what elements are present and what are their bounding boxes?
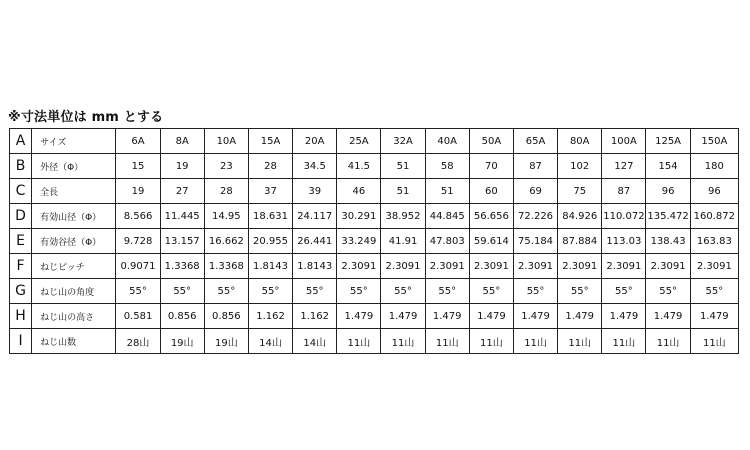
- row-letter: B: [10, 154, 32, 179]
- table-cell: 39: [293, 179, 337, 204]
- table-cell: 1.479: [469, 304, 513, 329]
- table-cell: 28山: [116, 329, 160, 354]
- row-label: ねじ山の角度: [32, 279, 116, 304]
- table-cell: 1.162: [248, 304, 292, 329]
- table-cell: 2.3091: [337, 254, 381, 279]
- table-cell: 1.479: [646, 304, 690, 329]
- table-cell: 113.03: [602, 229, 646, 254]
- table-cell: 55°: [513, 279, 557, 304]
- row-label: 全長: [32, 179, 116, 204]
- table-cell: 33.249: [337, 229, 381, 254]
- table-cell: 11山: [558, 329, 602, 354]
- table-cell: 1.479: [425, 304, 469, 329]
- table-cell: 60: [469, 179, 513, 204]
- row-letter: H: [10, 304, 32, 329]
- table-cell: 96: [646, 179, 690, 204]
- table-row: [10, 279, 739, 304]
- table-cell: 16.662: [204, 229, 248, 254]
- table-cell: 25A: [337, 129, 381, 154]
- table-cell: 56.656: [469, 204, 513, 229]
- table-cell: 40A: [425, 129, 469, 154]
- table-cell: 1.8143: [248, 254, 292, 279]
- table-cell: 1.479: [381, 304, 425, 329]
- table-row: [10, 229, 739, 254]
- table-cell: 19山: [160, 329, 204, 354]
- row-letter: C: [10, 179, 32, 204]
- row-letter: D: [10, 204, 32, 229]
- table-cell: 19: [116, 179, 160, 204]
- table-cell: 11山: [602, 329, 646, 354]
- table-cell: 30.291: [337, 204, 381, 229]
- table-cell: 55°: [337, 279, 381, 304]
- table-row: [10, 204, 739, 229]
- table-cell: 55°: [293, 279, 337, 304]
- table-cell: 2.3091: [381, 254, 425, 279]
- table-cell: 163.83: [690, 229, 738, 254]
- table-cell: 44.845: [425, 204, 469, 229]
- table-cell: 0.856: [160, 304, 204, 329]
- table-cell: 150A: [690, 129, 738, 154]
- table-cell: 8A: [160, 129, 204, 154]
- row-label: 外径（Φ）: [32, 154, 116, 179]
- table-cell: 55°: [381, 279, 425, 304]
- table-cell: 18.631: [248, 204, 292, 229]
- table-cell: 87: [602, 179, 646, 204]
- table-cell: 51: [425, 179, 469, 204]
- table-cell: 69: [513, 179, 557, 204]
- table-cell: 15: [116, 154, 160, 179]
- table-cell: 27: [160, 179, 204, 204]
- table-cell: 138.43: [646, 229, 690, 254]
- table-cell: 1.479: [558, 304, 602, 329]
- table-cell: 110.072: [602, 204, 646, 229]
- table-cell: 41.5: [337, 154, 381, 179]
- table-row: [10, 329, 739, 354]
- table-cell: 135.472: [646, 204, 690, 229]
- table-cell: 8.566: [116, 204, 160, 229]
- table-cell: 51: [381, 154, 425, 179]
- table-cell: 2.3091: [646, 254, 690, 279]
- table-row: [10, 154, 739, 179]
- table-cell: 75: [558, 179, 602, 204]
- table-cell: 55°: [690, 279, 738, 304]
- table-cell: 0.9071: [116, 254, 160, 279]
- table-cell: 28: [204, 179, 248, 204]
- table-cell: 11山: [690, 329, 738, 354]
- table-cell: 160.872: [690, 204, 738, 229]
- table-cell: 11山: [381, 329, 425, 354]
- table-cell: 127: [602, 154, 646, 179]
- table-cell: 0.581: [116, 304, 160, 329]
- table-cell: 1.479: [602, 304, 646, 329]
- table-cell: 1.8143: [293, 254, 337, 279]
- row-label: サイズ: [32, 129, 116, 154]
- table-cell: 32A: [381, 129, 425, 154]
- table-cell: 50A: [469, 129, 513, 154]
- table-cell: 70: [469, 154, 513, 179]
- table-cell: 1.3368: [204, 254, 248, 279]
- row-label: ねじ山数: [32, 329, 116, 354]
- table-row: [10, 304, 739, 329]
- table-cell: 59.614: [469, 229, 513, 254]
- spec-table: [9, 128, 739, 354]
- table-cell: 87.884: [558, 229, 602, 254]
- table-cell: 10A: [204, 129, 248, 154]
- row-label: ねじ山の高さ: [32, 304, 116, 329]
- table-cell: 14.95: [204, 204, 248, 229]
- table-cell: 34.5: [293, 154, 337, 179]
- table-cell: 13.157: [160, 229, 204, 254]
- table-cell: 2.3091: [513, 254, 557, 279]
- table-row: [10, 179, 739, 204]
- table-cell: 84.926: [558, 204, 602, 229]
- table-cell: 55°: [116, 279, 160, 304]
- table-cell: 41.91: [381, 229, 425, 254]
- table-cell: 6A: [116, 129, 160, 154]
- table-cell: 2.3091: [469, 254, 513, 279]
- table-cell: 55°: [160, 279, 204, 304]
- table-cell: 19山: [204, 329, 248, 354]
- table-cell: 154: [646, 154, 690, 179]
- row-letter: F: [10, 254, 32, 279]
- table-cell: 2.3091: [558, 254, 602, 279]
- table-cell: 28: [248, 154, 292, 179]
- table-cell: 38.952: [381, 204, 425, 229]
- table-cell: 2.3091: [602, 254, 646, 279]
- table-cell: 2.3091: [690, 254, 738, 279]
- table-cell: 65A: [513, 129, 557, 154]
- table-cell: 11山: [469, 329, 513, 354]
- table-cell: 37: [248, 179, 292, 204]
- units-note: ※寸法単位は mm とする: [8, 110, 164, 125]
- row-label: ねじピッチ: [32, 254, 116, 279]
- table-cell: 125A: [646, 129, 690, 154]
- table-cell: 14山: [293, 329, 337, 354]
- row-letter: G: [10, 279, 32, 304]
- table-cell: 55°: [646, 279, 690, 304]
- table-cell: 1.162: [293, 304, 337, 329]
- table-cell: 14山: [248, 329, 292, 354]
- table-cell: 55°: [425, 279, 469, 304]
- table-cell: 0.856: [204, 304, 248, 329]
- table-cell: 87: [513, 154, 557, 179]
- row-letter: E: [10, 229, 32, 254]
- table-cell: 47.803: [425, 229, 469, 254]
- table-cell: 46: [337, 179, 381, 204]
- table-row: [10, 254, 739, 279]
- table-cell: 23: [204, 154, 248, 179]
- table-cell: 75.184: [513, 229, 557, 254]
- table-cell: 1.3368: [160, 254, 204, 279]
- table-cell: 55°: [558, 279, 602, 304]
- table-cell: 11.445: [160, 204, 204, 229]
- table-cell: 55°: [469, 279, 513, 304]
- table-cell: 100A: [602, 129, 646, 154]
- table-cell: 11山: [646, 329, 690, 354]
- table-cell: 20A: [293, 129, 337, 154]
- table-cell: 72.226: [513, 204, 557, 229]
- table-cell: 80A: [558, 129, 602, 154]
- table-cell: 51: [381, 179, 425, 204]
- row-label: 有効谷径（Φ）: [32, 229, 116, 254]
- table-cell: 102: [558, 154, 602, 179]
- table-cell: 55°: [602, 279, 646, 304]
- table-cell: 180: [690, 154, 738, 179]
- table-cell: 19: [160, 154, 204, 179]
- table-cell: 24.117: [293, 204, 337, 229]
- table-cell: 1.479: [337, 304, 381, 329]
- table-cell: 26.441: [293, 229, 337, 254]
- row-letter: I: [10, 329, 32, 354]
- table-cell: 1.479: [513, 304, 557, 329]
- table-cell: 11山: [337, 329, 381, 354]
- row-letter: A: [10, 129, 32, 154]
- table-cell: 55°: [204, 279, 248, 304]
- table-cell: 96: [690, 179, 738, 204]
- table-row: [10, 129, 739, 154]
- spec-table-body: [10, 129, 739, 354]
- table-cell: 9.728: [116, 229, 160, 254]
- table-cell: 2.3091: [425, 254, 469, 279]
- table-cell: 20.955: [248, 229, 292, 254]
- table-cell: 15A: [248, 129, 292, 154]
- table-cell: 55°: [248, 279, 292, 304]
- row-label: 有効山径（Φ）: [32, 204, 116, 229]
- table-cell: 1.479: [690, 304, 738, 329]
- table-cell: 58: [425, 154, 469, 179]
- table-cell: 11山: [425, 329, 469, 354]
- table-cell: 11山: [513, 329, 557, 354]
